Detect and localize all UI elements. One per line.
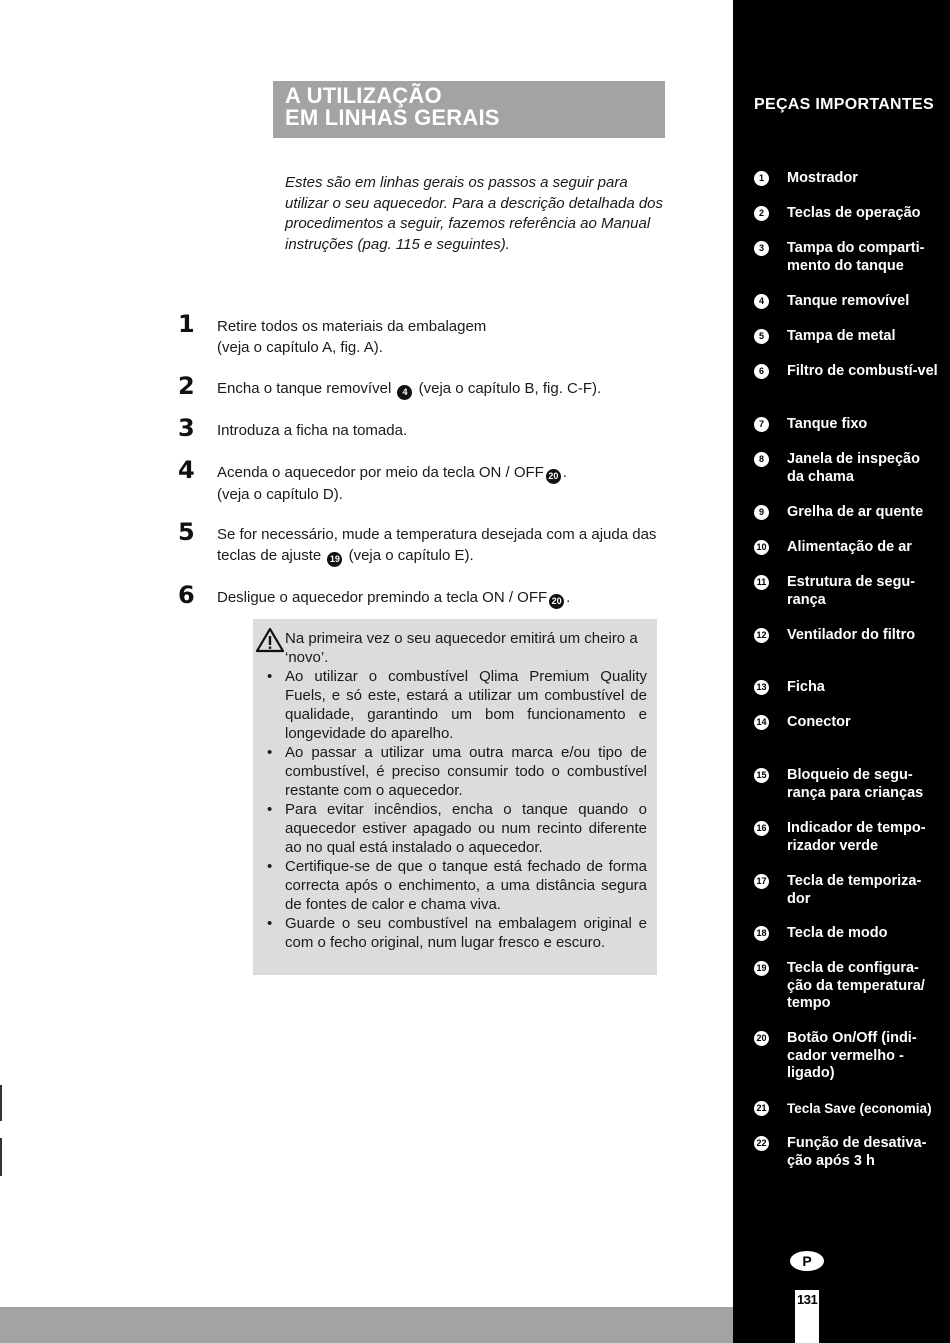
part-number-icon: 17 xyxy=(754,874,769,889)
section-title xyxy=(273,81,665,138)
section-title-line-1: A UTILIZAÇÃO xyxy=(285,83,442,108)
parts-sidebar xyxy=(733,0,950,1343)
part-label: Tecla de configura-ção da temperatura/ tempo xyxy=(787,960,925,1011)
part-number-icon: 22 xyxy=(754,1136,769,1151)
list-item: • Ao utilizar o combustível Qlima Premium Quality Fuels, e só este, estará a utilizar um combustível de qualidade, garantindo um bom funcionamento e longevidade do aparelho. xyxy=(267,668,647,742)
part-number-icon: 11 xyxy=(754,575,769,590)
part-ref-icon: 4 xyxy=(397,385,412,400)
step-number: 6 xyxy=(178,581,195,609)
part-label: Mostrador xyxy=(787,170,858,186)
part-number-icon: 4 xyxy=(754,294,769,309)
step-number: 1 xyxy=(178,310,195,338)
part-label: Tecla de temporiza-dor xyxy=(787,873,922,907)
part-label: Tanque removível xyxy=(787,293,910,309)
page-number: 131 xyxy=(797,1292,818,1307)
part-label: Estrutura de segu-rança xyxy=(787,574,916,608)
part-number-icon: 2 xyxy=(754,206,769,221)
part-number-icon: 13 xyxy=(754,680,769,695)
list-item: • Certifique-se de que o tanque está fechado de forma correcta após o enchimento, a uma distância segura de fontes de calor e chama viva. xyxy=(267,858,647,913)
part-label: Botão On/Off (indi-cador vermelho - ligado) xyxy=(787,1030,917,1081)
part-label: Tampa de metal xyxy=(787,328,896,344)
safety-notice-box xyxy=(253,619,657,975)
part-label: Tecla de modo xyxy=(787,925,888,941)
part-label: Tanque fixo xyxy=(787,416,868,432)
part-number-icon: 19 xyxy=(754,961,769,976)
sidebar-title: PEÇAS IMPORTANTES xyxy=(754,96,934,113)
part-number-icon: 3 xyxy=(754,241,769,256)
part-label: Janela de inspeção da chama xyxy=(787,451,920,485)
step-number: 2 xyxy=(178,372,195,400)
part-number-icon: 12 xyxy=(754,628,769,643)
part-label: Bloqueio de segu-rança para crianças xyxy=(787,767,924,801)
language-badge: P xyxy=(790,1251,824,1271)
warning-line xyxy=(265,629,647,667)
step-number: 5 xyxy=(178,518,195,546)
part-label: Indicador de tempo-rizador verde xyxy=(787,820,926,854)
section-title-line-2: EM LINHAS GERAIS xyxy=(285,105,500,130)
list-item: • Guarde o seu combustível na embalagem original e com o fecho original, num lugar fresco e escuro. xyxy=(267,915,647,951)
part-number-icon: 20 xyxy=(754,1031,769,1046)
step-number: 4 xyxy=(178,456,195,484)
part-label: Alimentação de ar xyxy=(787,539,912,555)
footer-bar xyxy=(0,1307,733,1343)
part-number-icon: 8 xyxy=(754,452,769,467)
part-label: Função de desativa-ção após 3 h xyxy=(787,1135,927,1169)
step-text: Retire todos os materiais da embalagem (veja o capítulo A, fig. A). xyxy=(217,318,487,356)
part-ref-icon: 20 xyxy=(546,469,561,484)
step-number: 3 xyxy=(178,414,195,442)
step-text: Desligue o aquecedor premindo a tecla ON / OFF 20 . xyxy=(217,587,657,609)
part-number-icon: 9 xyxy=(754,505,769,520)
step-text: Introduza a ficha na tomada. xyxy=(217,422,408,439)
part-ref-icon: 19 xyxy=(327,552,342,567)
part-number-icon: 7 xyxy=(754,417,769,432)
part-number-icon: 5 xyxy=(754,329,769,344)
part-number-icon: 14 xyxy=(754,715,769,730)
step-text: Encha o tanque removível 4 (veja o capítulo B, fig. C-F). xyxy=(217,378,657,400)
part-number-icon: 15 xyxy=(754,768,769,783)
part-number-icon: 18 xyxy=(754,926,769,941)
step-text: Se for necessário, mude a temperatura desejada com a ajuda das teclas de ajuste 19 (veja o capítulo E). xyxy=(217,524,657,567)
intro-paragraph: Estes são em linhas gerais os passos a seguir para utilizar o seu aquecedor. Para a descrição detalhada dos procedimentos a seguir, fazemos referência ao Manual instruções (pag. 115 e seguintes). xyxy=(285,174,664,253)
part-label: Grelha de ar quente xyxy=(787,504,924,520)
part-label: Ventilador do filtro xyxy=(787,627,916,643)
edge-mark xyxy=(0,1138,2,1176)
part-label: Tecla Save (economia) xyxy=(787,1101,932,1116)
part-number-icon: 1 xyxy=(754,171,769,186)
part-ref-icon: 20 xyxy=(549,594,564,609)
list-item: • Para evitar incêndios, encha o tanque quando o aquecedor estiver apagado ou num recinto diferente ao no qual está instalado o aquecedor. xyxy=(267,801,647,856)
part-label: Tampa do comparti-mento do tanque xyxy=(787,240,925,274)
part-label: Ficha xyxy=(787,679,825,695)
part-number-icon: 6 xyxy=(754,364,769,379)
list-item: • Ao passar a utilizar uma outra marca e/ou tipo de combustível, é preciso consumir todo o combustível restante com o aquecedor. xyxy=(267,744,647,799)
edge-mark xyxy=(0,1085,2,1121)
warning-triangle-icon xyxy=(255,627,285,653)
part-number-icon: 16 xyxy=(754,821,769,836)
part-number-icon: 21 xyxy=(754,1101,769,1116)
part-label: Conector xyxy=(787,714,851,730)
part-label: Teclas de operação xyxy=(787,205,921,221)
step-text: Acenda o aquecedor por meio da tecla ON / OFF 20 . (veja o capítulo D). xyxy=(217,464,568,503)
notice-bullet-list xyxy=(265,667,647,952)
warning-text: Na primeira vez o seu aquecedor emitirá um cheiro a ‘novo’. xyxy=(285,630,638,666)
part-number-icon: 10 xyxy=(754,540,769,555)
part-label: Filtro de combustí-vel xyxy=(787,363,938,379)
